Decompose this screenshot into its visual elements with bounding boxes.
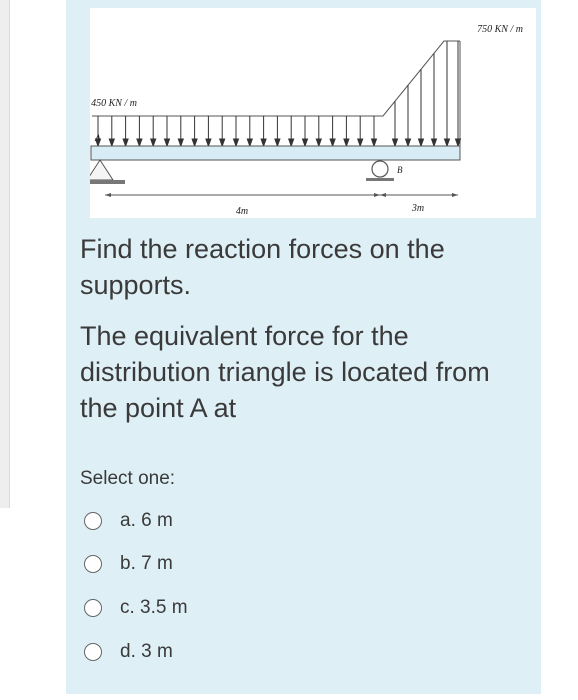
radio-button-c[interactable] — [84, 599, 102, 617]
question-card — [66, 0, 541, 694]
radio-button-b[interactable] — [84, 555, 102, 573]
question-line-2: The equivalent force for the distribution triangle is located from the point A at — [80, 321, 490, 423]
load-arrow — [289, 116, 294, 146]
load-arrow — [178, 116, 183, 146]
load-outline — [92, 41, 460, 116]
load-arrow — [192, 116, 197, 146]
radio-button-d[interactable] — [84, 643, 102, 661]
ground-b — [366, 178, 394, 181]
option-d[interactable] — [80, 635, 340, 671]
load-arrow — [109, 116, 114, 146]
load-arrow — [220, 116, 225, 146]
load-arrow — [406, 85, 411, 146]
roller-support-b — [372, 161, 388, 177]
option-b-label: b. 7 m — [120, 553, 173, 574]
support-b-label: B — [397, 165, 403, 175]
load-left-label: 450 KN / m — [91, 98, 137, 109]
span-right-label: 3m — [411, 203, 425, 214]
question-line-1: Find the reaction forces on the supports. — [80, 234, 445, 300]
load-arrow — [432, 53, 437, 146]
option-a-label: a. 6 m — [120, 510, 173, 531]
load-arrow — [137, 116, 142, 146]
load-right-label: 750 KN / m — [477, 24, 523, 35]
load-arrow — [165, 116, 170, 146]
option-c-label: c. 3.5 m — [120, 597, 188, 618]
load-arrow — [247, 116, 252, 146]
load-arrow — [445, 41, 450, 146]
ground-a — [90, 180, 125, 184]
load-arrow — [419, 69, 424, 146]
option-b[interactable] — [80, 547, 340, 583]
load-arrow — [330, 116, 335, 146]
triangular-load-arrows — [393, 41, 461, 146]
uniform-load-arrows — [96, 116, 377, 146]
load-arrow — [123, 116, 128, 146]
load-arrow — [303, 116, 308, 146]
option-a[interactable] — [80, 504, 340, 540]
option-c[interactable] — [80, 591, 340, 627]
span-left-label: 4m — [235, 206, 249, 217]
left-border — [0, 0, 10, 508]
load-arrow — [358, 116, 363, 146]
beam-diagram — [90, 8, 536, 218]
pin-support-a — [90, 160, 113, 180]
load-arrow — [234, 116, 239, 146]
load-arrow — [344, 116, 349, 146]
load-arrow — [393, 101, 398, 146]
load-arrow — [372, 116, 377, 146]
load-arrow — [261, 116, 266, 146]
load-arrow — [316, 116, 321, 146]
load-arrow — [206, 116, 211, 146]
select-one-label: Select one: — [80, 468, 176, 489]
option-d-label: d. 3 m — [120, 641, 173, 662]
load-arrow — [151, 116, 156, 146]
radio-button-a[interactable] — [84, 512, 102, 530]
beam — [91, 146, 460, 160]
support-a-label: A — [95, 133, 101, 143]
load-arrow — [275, 116, 280, 146]
